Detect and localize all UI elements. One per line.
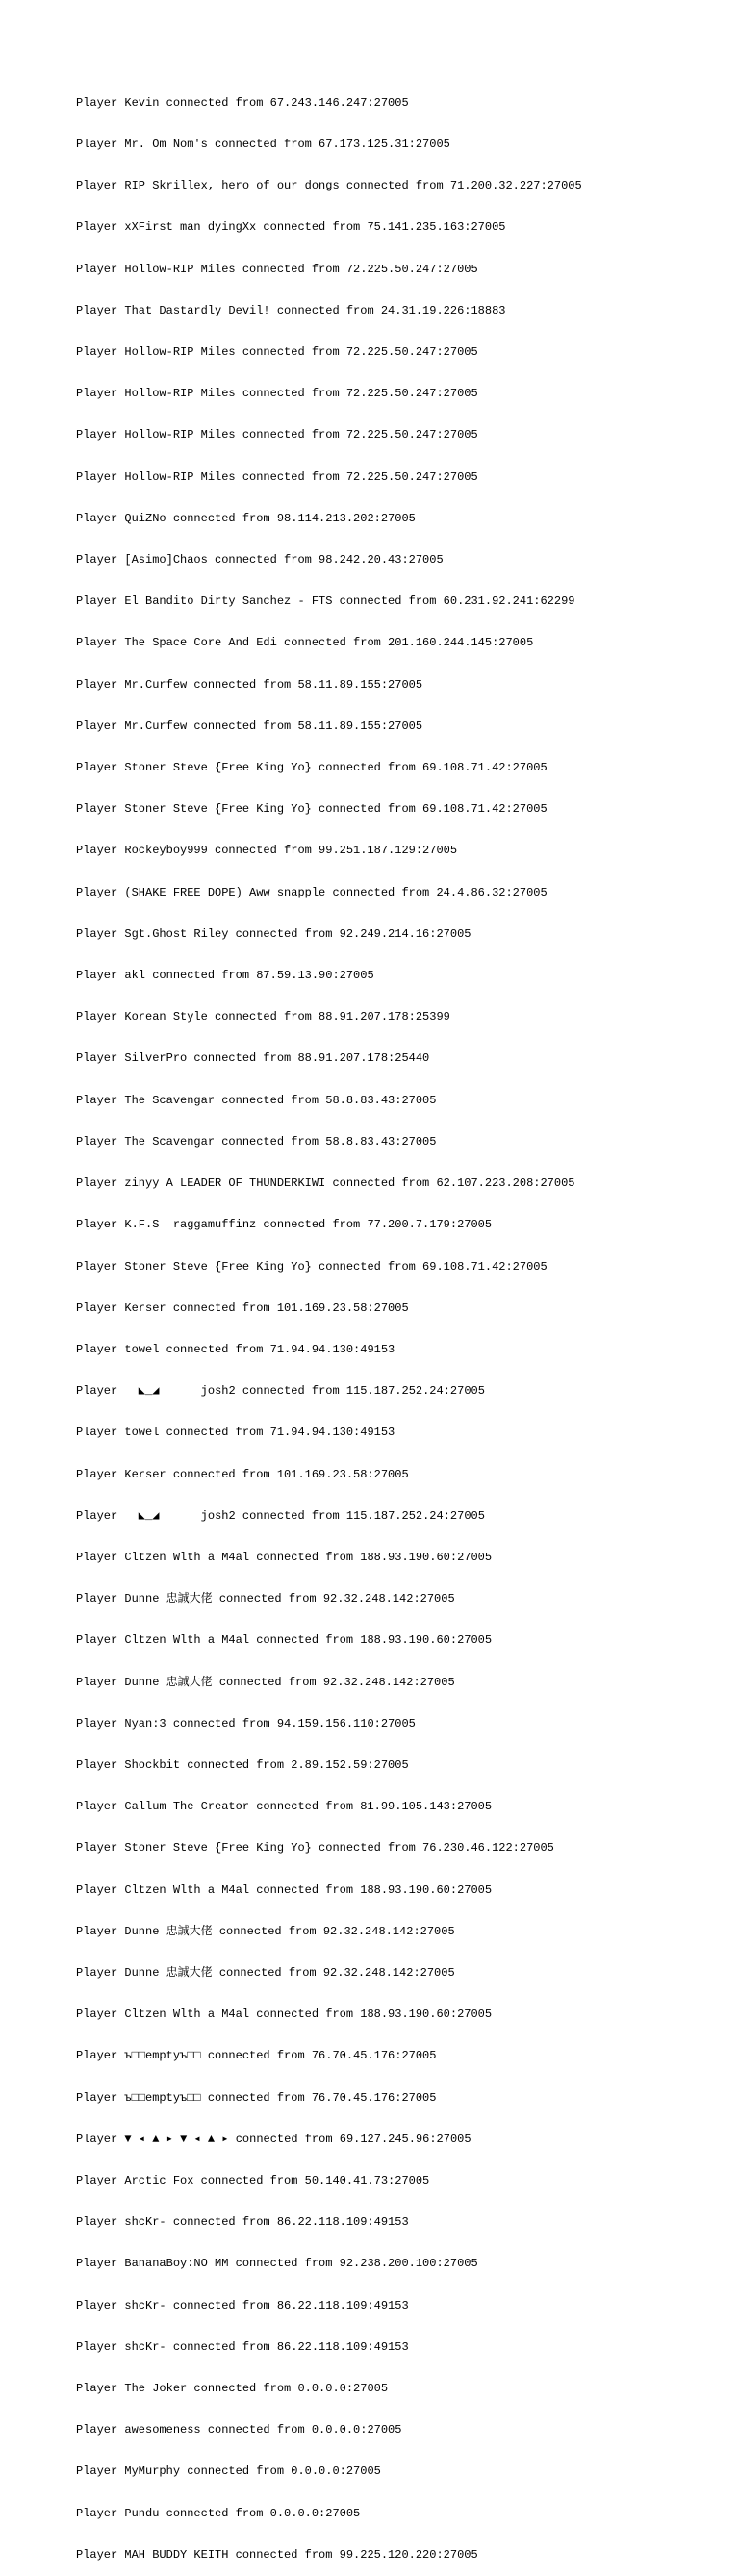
log-line: Player El Bandito Dirty Sanchez - FTS connected from 60.231.92.241:62299	[76, 594, 575, 609]
log-line: Player Dunne 忠誠大佬 connected from 92.32.248.142:27005	[76, 1965, 455, 1980]
log-line: Player Hollow-RIP Miles connected from 72.225.50.247:27005	[76, 387, 478, 401]
log-line: Player ▼ ◂ ▲ ▸ ▼ ◂ ▲ ▸ connected from 69.127.245.96:27005	[76, 2132, 471, 2146]
log-line: Player Stoner Steve {Free King Yo} connected from 69.108.71.42:27005	[76, 802, 548, 817]
connection-log	[76, 68, 582, 2576]
log-line: Player Cltzen Wlth a M4al connected from 188.93.190.60:27005	[76, 1550, 493, 1564]
log-line: Player The Scavengar connected from 58.8.83.43:27005	[76, 1134, 437, 1149]
log-line: Player Rockeyboy999 connected from 99.251.187.129:27005	[76, 844, 458, 858]
log-line: Player Arctic Fox connected from 50.140.41.73:27005	[76, 2173, 430, 2187]
log-line: Player Dunne 忠誠大佬 connected from 92.32.248.142:27005	[76, 1675, 455, 1689]
log-line: Player Pundu connected from 0.0.0.0:27005	[76, 2506, 361, 2520]
log-line: Player Mr.Curfew connected from 58.11.89.155:27005	[76, 719, 423, 733]
log-line: Player Hollow-RIP Miles connected from 72.225.50.247:27005	[76, 345, 478, 360]
log-line: Player awesomeness connected from 0.0.0.0:27005	[76, 2423, 402, 2437]
log-line: Player Callum The Creator connected from 81.99.105.143:27005	[76, 1800, 493, 1814]
log-line: Player Stoner Steve {Free King Yo} connected from 69.108.71.42:27005	[76, 761, 548, 775]
log-line: Player The Scavengar connected from 58.8.83.43:27005	[76, 1093, 437, 1107]
log-line: Player That Dastardly Devil! connected from 24.31.19.226:18883	[76, 303, 506, 317]
log-line: Player akl connected from 87.59.13.90:27005	[76, 969, 374, 983]
log-line: Player MyMurphy connected from 0.0.0.0:27005	[76, 2464, 381, 2479]
log-line: Player The Joker connected from 0.0.0.0:27005	[76, 2381, 389, 2395]
log-line: Player Hollow-RIP Miles connected from 72.225.50.247:27005	[76, 262, 478, 276]
log-line: Player ◣_◢ josh2 connected from 115.187.252.24:27005	[76, 1508, 485, 1523]
log-line: Player Dunne 忠誠大佬 connected from 92.32.248.142:27005	[76, 1592, 455, 1606]
log-line: Player K.F.S raggamuffinz connected from 77.200.7.179:27005	[76, 1218, 493, 1232]
log-line: Player Kerser connected from 101.169.23.58:27005	[76, 1301, 409, 1315]
log-line: Player Cltzen Wlth a M4al connected from 188.93.190.60:27005	[76, 1633, 493, 1648]
log-line: Player Shockbit connected from 2.89.152.59:27005	[76, 1757, 409, 1772]
log-line: Player MAH BUDDY KEITH connected from 99.225.120.220:27005	[76, 2547, 478, 2562]
log-line: Player Hollow-RIP Miles connected from 72.225.50.247:27005	[76, 469, 478, 484]
log-line: Player Stoner Steve {Free King Yo} connected from 76.230.46.122:27005	[76, 1841, 554, 1856]
log-line: Player shcKr- connected from 86.22.118.109:49153	[76, 2298, 409, 2312]
log-line: Player Nyan:3 connected from 94.159.156.110:27005	[76, 1716, 416, 1730]
log-line: Player zinyy A LEADER OF THUNDERKIWI connected from 62.107.223.208:27005	[76, 1176, 575, 1191]
log-line: Player Dunne 忠誠大佬 connected from 92.32.248.142:27005	[76, 1924, 455, 1938]
log-line: Player Cltzen Wlth a M4al connected from 188.93.190.60:27005	[76, 2008, 493, 2022]
log-line: Player ъ□□emptyъ□□ connected from 76.70.45.176:27005	[76, 2049, 437, 2063]
log-line: Player Kevin connected from 67.243.146.247:27005	[76, 95, 409, 110]
log-line: Player Stoner Steve {Free King Yo} connected from 69.108.71.42:27005	[76, 1259, 548, 1274]
log-line: Player towel connected from 71.94.94.130:49153	[76, 1342, 395, 1356]
log-line: Player towel connected from 71.94.94.130:49153	[76, 1426, 395, 1440]
log-line: Player shcKr- connected from 86.22.118.109:49153	[76, 2339, 409, 2354]
log-line: Player ◣_◢ josh2 connected from 115.187.252.24:27005	[76, 1384, 485, 1399]
log-line: Player QuiZNo connected from 98.114.213.202:27005	[76, 511, 416, 525]
log-line: Player Sgt.Ghost Riley connected from 92.249.214.16:27005	[76, 926, 471, 941]
log-line: Player Kerser connected from 101.169.23.58:27005	[76, 1467, 409, 1481]
log-line: Player ъ□□emptyъ□□ connected from 76.70.45.176:27005	[76, 2090, 437, 2105]
log-line: Player shcKr- connected from 86.22.118.109:49153	[76, 2215, 409, 2230]
log-line: Player Korean Style connected from 88.91.207.178:25399	[76, 1010, 450, 1024]
log-line: Player The Space Core And Edi connected from 201.160.244.145:27005	[76, 636, 534, 650]
log-line: Player Mr.Curfew connected from 58.11.89.155:27005	[76, 677, 423, 692]
log-line: Player SilverPro connected from 88.91.207.178:25440	[76, 1051, 430, 1066]
log-line: Player BananaBoy:NO MM connected from 92.238.200.100:27005	[76, 2257, 478, 2271]
log-line: Player Hollow-RIP Miles connected from 72.225.50.247:27005	[76, 428, 478, 442]
log-line: Player (SHAKE FREE DOPE) Aww snapple connected from 24.4.86.32:27005	[76, 885, 548, 899]
log-line: Player Mr. Om Nom's connected from 67.173.125.31:27005	[76, 138, 450, 152]
log-line: Player xXFirst man dyingXx connected from 75.141.235.163:27005	[76, 220, 506, 235]
log-line: Player [Asimo]Chaos connected from 98.242.20.43:27005	[76, 553, 444, 568]
log-line: Player Cltzen Wlth a M4al connected from 188.93.190.60:27005	[76, 1882, 493, 1897]
log-line: Player RIP Skrillex, hero of our dongs connected from 71.200.32.227:27005	[76, 179, 582, 193]
